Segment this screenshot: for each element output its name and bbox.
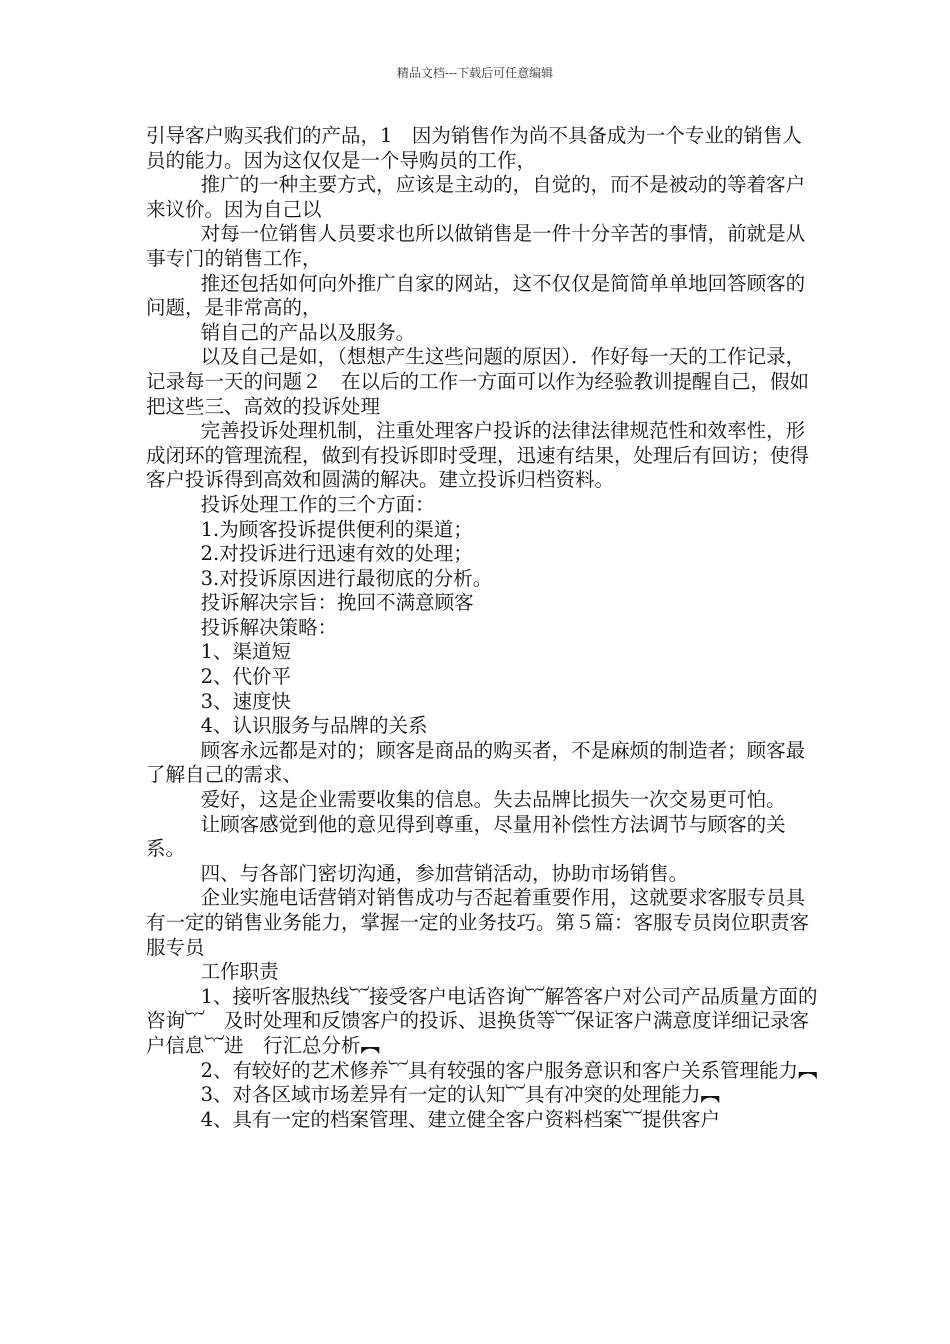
paragraph: 工作职责 [200, 960, 279, 984]
paragraph: 以及自己是如，（想想产生这些问题的原因）．作好每一天的工作记录，记录每一天的问题２ 在以后的工作一方面可以作为经验教训提醒自己，假如把这些三、高效的投诉处理 [146, 345, 810, 418]
paragraph: 4、具有一定的档案管理、建立健全客户资料档案︸提供客户 [200, 1107, 721, 1131]
paragraph: 投诉处理工作的三个方面： [200, 492, 435, 516]
paragraph: 爱好，这是企业需要收集的信息。失去品牌比损失一次交易更可怕。 [200, 788, 786, 812]
paragraph: 完善投诉处理机制，注重处理客户投诉的法律法律规范性和效率性，形成闭环的管理流程，做到有投诉即时受理，迅速有结果，处理后有回访；使得客户投诉得到高效和圆满的解决。建立投诉归档资料。 [146, 419, 810, 492]
paragraph: 2、有较好的艺术修养︸具有较强的客户服务意识和客户关系管理能力︻ [200, 1058, 818, 1082]
paragraph: 1、接听客服热线︸接受客户电话咨询︸解答客户对公司产品质量方面的咨询︸ 及时处理和反馈客户的投诉、退换货等︸保证客户满意度详细记录客户信息︸进 行汇总分析︻ [146, 984, 818, 1057]
paragraph: 1、渠道短 [200, 640, 292, 664]
paragraph: 对每一位销售人员要求也所以做销售是一件十分辛苦的事情，前就是从事专门的销售工作， [146, 222, 806, 270]
paragraph: 2.对投诉进行迅速有效的处理； [200, 542, 473, 566]
paragraph: 销自己的产品以及服务。 [200, 320, 416, 344]
paragraph: 3、对各区域市场差异有一定的认知︸具有冲突的处理能力︻ [200, 1083, 721, 1107]
paragraph: 1.为顾客投诉提供便利的渠道； [200, 517, 473, 541]
page-header: 精品文档---下载后可任意编辑 [396, 66, 554, 80]
paragraph: 2、代价平 [200, 665, 292, 689]
paragraph: 推还包括如何向外推广自家的网站，这不仅仅是简简单单地回答顾客的问题，是非常高的， [146, 271, 806, 320]
paragraph: 推广的一种主要方式，应该是主动的，自觉的，而不是被动的等着客户来议价。因为自己以 [146, 173, 806, 221]
document-body [146, 124, 818, 1132]
paragraph: 投诉解决宗旨：挽回不满意顾客 [200, 591, 474, 615]
paragraph: 企业实施电话营销对销售成功与否起着重要作用，这就要求客服专员具有一定的销售业务能力，掌握一定的业务技巧。第５篇：客服专员岗位职责客服专员 [146, 886, 810, 959]
paragraph: 让顾客感觉到他的意见得到尊重，尽量用补偿性方法调节与顾客的关系。 [146, 812, 786, 861]
paragraph: 引导客户购买我们的产品，1 因为销售作为尚不具备成为一个专业的销售人员的能力。因为这仅仅是一个导购员的工作， [146, 124, 802, 172]
paragraph: 4、认识服务与品牌的关系 [200, 714, 428, 738]
paragraph: 顾客永远都是对的；顾客是商品的购买者，不是麻烦的制造者；顾客最了解自己的需求、 [146, 738, 806, 787]
paragraph: 四、与各部门密切沟通，参加营销活动，协助市场销售。 [200, 861, 689, 885]
paragraph: 3.对投诉原因进行最彻底的分析。 [200, 566, 493, 590]
paragraph: 3、速度快 [200, 689, 292, 713]
paragraph: 投诉解决策略： [200, 615, 338, 639]
